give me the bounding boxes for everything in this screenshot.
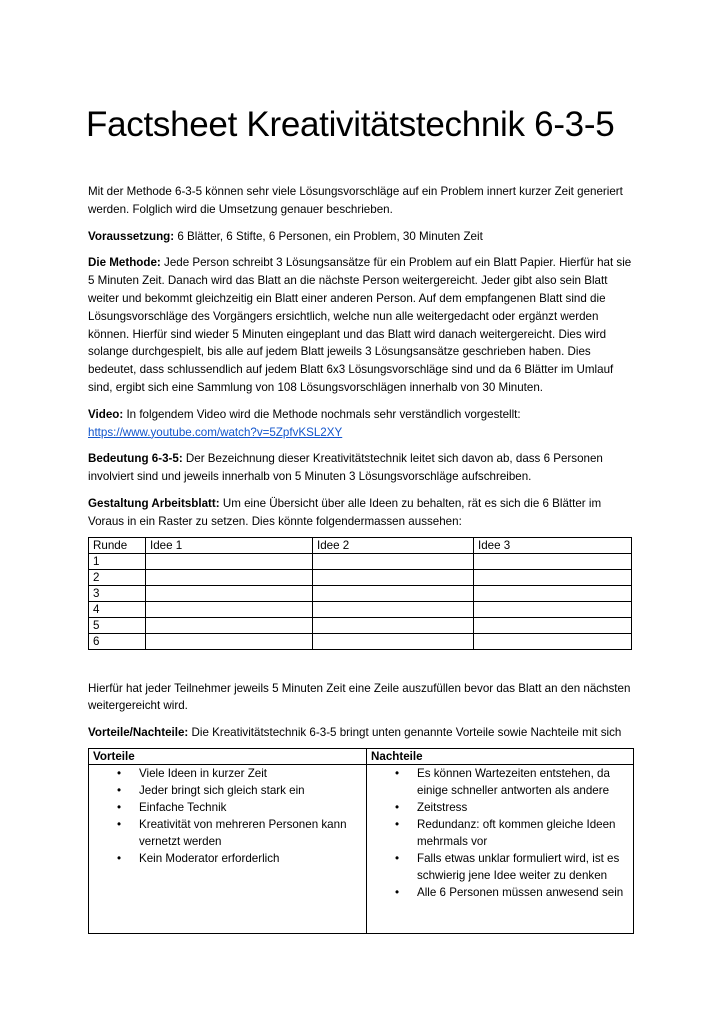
grid-row (89, 601, 632, 617)
pros-cons-table (88, 748, 634, 934)
page-title: Factsheet Kreativitätstechnik 6-3-5 (86, 105, 615, 145)
grid-header-cell: Runde (89, 537, 146, 553)
nachteile-cell (367, 764, 634, 933)
vorteile-nachteile-paragraph (88, 724, 640, 742)
video-paragraph (88, 406, 640, 442)
gestaltung-label: Gestaltung Arbeitsblatt: (88, 496, 220, 510)
vorteil-item: • Kein Moderator erforderlich (129, 850, 362, 867)
nachteile-header: Nachteile (367, 748, 634, 764)
document-body (88, 183, 640, 934)
video-text: In folgendem Video wird die Methode nochmals sehr verständlich vorgestellt: (123, 407, 521, 421)
grid-row-number: 1 (89, 553, 146, 569)
vorteil-item: • Viele Ideen in kurzer Zeit (129, 765, 362, 782)
methode-paragraph (88, 254, 640, 396)
grid-cell (146, 633, 313, 649)
methode-label: Die Methode: (88, 256, 161, 270)
grid-row-number: 3 (89, 585, 146, 601)
nachteil-item: • Redundanz: oft kommen gleiche Ideen mehrmals vor (407, 816, 629, 850)
grid-header-cell: Idee 1 (146, 537, 313, 553)
grid-cell (146, 617, 313, 633)
grid-row (89, 617, 632, 633)
bedeutung-text: Der Bezeichnung dieser Kreativitätstechnik leitet sich davon ab, dass 6 Personen involviert sind und jeweils innerhalb von 5 Minuten 3 Lösungsvorschläge aufschreiben. (88, 452, 603, 484)
grid-row-number: 5 (89, 617, 146, 633)
vorteile-list (93, 765, 362, 867)
grid-cell (313, 617, 474, 633)
nachteil-item: • Falls etwas unklar formuliert wird, ist es schwierig jene Idee weiter zu denken (407, 850, 629, 884)
methode-text: Jede Person schreibt 3 Lösungsansätze für ein Problem auf ein Blatt Papier. Hierfür hat sie 5 Minuten Zeit. Danach wird das Blatt an die nächste Person weitergereicht. Jeder gibt also sein Blatt weiter und bekommt gleichzeitig ein Blatt einer anderen Person. Auf dem empfangenen Blatt sind die Lösungsvorschläge des Vorgängers ersichtlich, welche nun alle weitergedacht oder ergänzt werden können. Hierfür sind wieder 5 Minuten eingeplant und das Blatt wird danach weitergereicht. Dies wird solange durchgespielt, bis alle auf jedem Blatt jeweils 3 Lösungsansätze geschrieben haben. Dies bedeutet, dass schlussendlich auf jedem Blatt 6x3 Lösungsvorschläge sind und da 6 Blätter im Umlauf sind, ergibt sich eine Sammlung von 108 Lösungsvorschlägen innerhalb von 30 Minuten. (88, 256, 632, 394)
grid-cell (474, 601, 632, 617)
vorteil-item: • Jeder bringt sich gleich stark ein (129, 782, 362, 799)
grid-row-number: 6 (89, 633, 146, 649)
vorteile-header: Vorteile (89, 748, 367, 764)
grid-cell (313, 601, 474, 617)
nachteil-item: • Zeitstress (407, 799, 629, 816)
bedeutung-paragraph (88, 450, 640, 486)
nachteile-list (371, 765, 629, 901)
grid-row-number: 2 (89, 569, 146, 585)
video-link[interactable]: https://www.youtube.com/watch?v=5ZpfvKSL2XY (88, 425, 343, 439)
after-grid-paragraph: Hierfür hat jeder Teilnehmer jeweils 5 Minuten Zeit eine Zeile auszufüllen bevor das Blatt an den nächsten weitergereicht wird. (88, 681, 631, 713)
grid-cell (313, 585, 474, 601)
grid-row (89, 569, 632, 585)
nachteil-item: • Alle 6 Personen müssen anwesend sein (407, 884, 629, 901)
grid-row (89, 553, 632, 569)
voraussetzung-text: 6 Blätter, 6 Stifte, 6 Personen, ein Problem, 30 Minuten Zeit (174, 229, 483, 243)
grid-header-row (89, 537, 632, 553)
grid-cell (146, 585, 313, 601)
pros-cons-content-row (89, 764, 634, 933)
grid-cell (474, 553, 632, 569)
grid-cell (474, 585, 632, 601)
grid-row-number: 4 (89, 601, 146, 617)
grid-cell (313, 569, 474, 585)
grid-header-cell: Idee 2 (313, 537, 474, 553)
grid-cell (474, 617, 632, 633)
voraussetzung-paragraph (88, 228, 640, 246)
grid-cell (146, 569, 313, 585)
grid-row (89, 585, 632, 601)
vorteile-nachteile-text: Die Kreativitätstechnik 6-3-5 bringt unten genannte Vorteile sowie Nachteile mit sich (188, 726, 622, 740)
grid-cell (146, 601, 313, 617)
gestaltung-text: Um eine Übersicht über alle Ideen zu behalten, rät es sich die 6 Blätter im Voraus in ein Raster zu setzen. Dies könnte folgendermassen aussehen: (88, 496, 602, 528)
grid-header-cell: Idee 3 (474, 537, 632, 553)
voraussetzung-label: Voraussetzung: (88, 229, 175, 243)
grid-cell (474, 633, 632, 649)
vorteile-cell (89, 764, 367, 933)
intro-paragraph: Mit der Methode 6-3-5 können sehr viele Lösungsvorschläge auf ein Problem innert kurzer Zeit generiert werden. Folglich wird die Umsetzung genauer beschrieben. (88, 185, 623, 216)
grid-cell (313, 553, 474, 569)
grid-cell (146, 553, 313, 569)
gestaltung-paragraph (88, 495, 640, 531)
grid-cell (313, 633, 474, 649)
video-label: Video: (88, 407, 124, 421)
vorteil-item: • Kreativität von mehreren Personen kann vernetzt werden (129, 816, 362, 850)
vorteil-item: • Einfache Technik (129, 799, 362, 816)
pros-cons-header-row (89, 748, 634, 764)
ideas-grid-table (88, 537, 632, 650)
nachteil-item: • Es können Wartezeiten entstehen, da einige schneller antworten als andere (407, 765, 629, 799)
grid-cell (474, 569, 632, 585)
bedeutung-label: Bedeutung 6-3-5: (88, 452, 183, 466)
vorteile-nachteile-label: Vorteile/Nachteile: (88, 726, 189, 740)
grid-row (89, 633, 632, 649)
